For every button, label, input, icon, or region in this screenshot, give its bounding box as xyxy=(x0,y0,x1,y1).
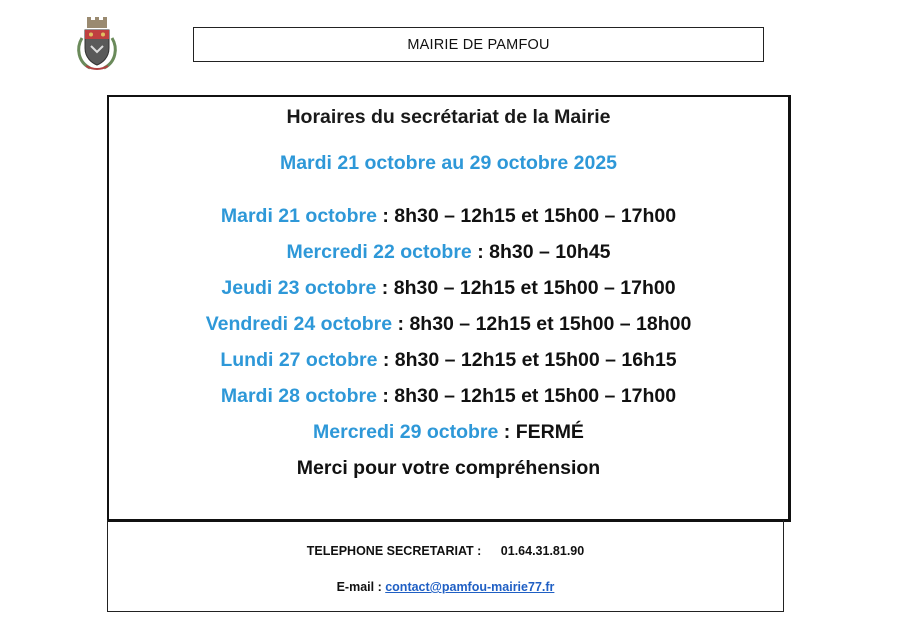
schedule-row xyxy=(109,205,788,228)
schedule-hours: : 8h30 – 10h45 xyxy=(471,241,611,263)
schedule-hours: : FERMÉ xyxy=(498,421,584,443)
schedule-row xyxy=(109,241,788,264)
schedule-day: Vendredi 24 octobre xyxy=(205,313,393,335)
schedule-row xyxy=(109,277,788,300)
schedule-day: Mercredi 29 octobre xyxy=(313,421,499,443)
contact-footer xyxy=(107,520,784,612)
schedule-row xyxy=(109,385,788,408)
town-crest-icon xyxy=(74,16,120,72)
notice-period: Mardi 21 octobre au 29 octobre 2025 xyxy=(279,152,618,174)
phone-label: TELEPHONE SECRETARIAT : xyxy=(306,544,482,558)
schedule-row xyxy=(109,349,788,372)
schedule-hours: : 8h30 – 12h15 et 15h00 – 17h00 xyxy=(376,277,676,299)
town-hall-header xyxy=(193,27,764,62)
schedule-hours: : 8h30 – 12h15 et 15h00 – 17h00 xyxy=(376,385,677,407)
schedule-hours: : 8h30 – 12h15 et 15h00 – 17h00 xyxy=(376,205,677,227)
closing-message: Merci pour votre compréhension xyxy=(296,457,601,479)
phone-number: 01.64.31.81.90 xyxy=(500,544,585,558)
notice-title: Horaires du secrétariat de la Mairie xyxy=(286,106,611,128)
email-line xyxy=(108,580,783,594)
schedule-row xyxy=(109,421,788,444)
schedule-day: Mardi 28 octobre xyxy=(220,385,377,407)
town-hall-name: MAIRIE DE PAMFOU xyxy=(407,36,550,53)
schedule-day: Mardi 21 octobre xyxy=(220,205,377,227)
schedule-day: Mercredi 22 octobre xyxy=(286,241,472,263)
schedule-day: Lundi 27 octobre xyxy=(220,349,378,371)
email-label: E-mail : xyxy=(336,580,386,594)
schedule-day: Jeudi 23 octobre xyxy=(221,277,377,299)
email-link[interactable]: contact@pamfou-mairie77.fr xyxy=(385,580,555,594)
schedule-notice xyxy=(107,95,791,522)
phone-line xyxy=(108,544,783,558)
schedule-hours: : 8h30 – 12h15 et 15h00 – 16h15 xyxy=(377,349,677,371)
schedule-row xyxy=(109,313,788,336)
schedule-hours: : 8h30 – 12h15 et 15h00 – 18h00 xyxy=(392,313,692,335)
